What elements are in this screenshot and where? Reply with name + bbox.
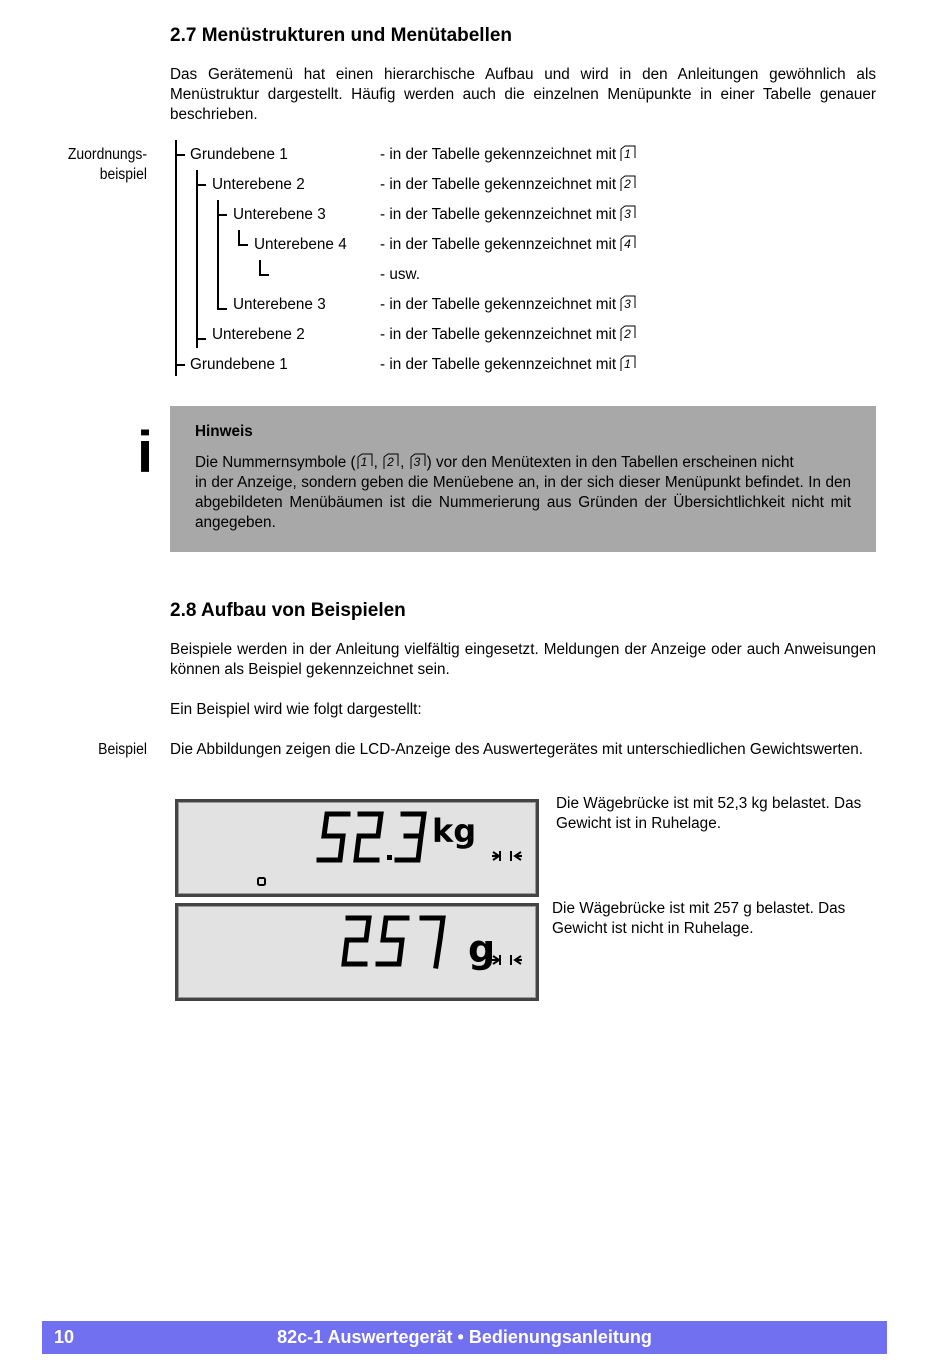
level-symbol-number: 3: [624, 297, 631, 311]
tree-desc: - in der Tabelle gekennzeichnet mit: [380, 326, 617, 343]
level-symbol-number: 1: [624, 147, 631, 161]
info-icon: i: [137, 420, 154, 485]
tree-branch: [217, 214, 227, 216]
tree-branch: [175, 364, 185, 366]
section-paragraph: Ein Beispiel wird wie folgt dargestellt:: [170, 701, 422, 718]
note-title: Hinweis: [195, 423, 253, 440]
tree-desc: - in der Tabelle gekennzeichnet mit: [380, 206, 617, 223]
lcd-digit: [378, 918, 407, 964]
level-symbol-number: 3: [624, 207, 631, 221]
tree-branch: [196, 184, 206, 186]
tree-label: Grundebene 1: [190, 146, 288, 163]
level-symbol-number: 1: [624, 357, 631, 371]
tree-desc: - in der Tabelle gekennzeichnet mit: [380, 176, 617, 193]
note-separator: ,: [373, 454, 378, 471]
zero-center-icon: [492, 851, 522, 861]
margin-label-beispiel: Beispiel: [98, 741, 147, 758]
level-symbol-number: 2: [387, 455, 394, 469]
level-symbol-number: 4: [624, 237, 631, 251]
tree-desc-row: [380, 200, 637, 230]
tree-branch: [238, 244, 248, 246]
level-symbol-icon: [619, 325, 637, 342]
lcd-segments-2: [178, 906, 536, 998]
lcd-digit: [397, 814, 424, 860]
tree-label: Grundebene 1: [190, 356, 288, 373]
tree-label: Unterebene 2: [212, 326, 305, 343]
tree-desc-row: [380, 350, 637, 380]
tree-line-level2: [196, 170, 198, 348]
lcd-unit: kg: [432, 812, 477, 850]
lcd-decimal-point: [387, 855, 392, 860]
level-symbol-number: 2: [624, 327, 631, 341]
page-number: 10: [54, 1327, 75, 1347]
lcd-display-2: [175, 903, 539, 1001]
display-caption-2: Die Wägebrücke ist mit 257 g belastet. Das Gewicht ist nicht in Ruhelage.: [552, 900, 846, 937]
note-separator: ,: [400, 454, 405, 471]
margin-label-zuordnung: [44, 145, 148, 185]
tree-label: Unterebene 3: [233, 206, 326, 223]
tree-desc: - in der Tabelle gekennzeichnet mit: [380, 236, 617, 253]
level-symbol-icon: [409, 453, 427, 470]
level-symbol-icon: [619, 145, 637, 162]
footer-bar: [42, 1321, 887, 1354]
tree-desc-row: [380, 290, 637, 320]
margin-label-line-2: beispiel: [99, 166, 147, 183]
tree-branch: [259, 274, 269, 276]
note-text-part: Die Nummernsymbole (: [195, 454, 356, 471]
level-symbol-icon: [619, 295, 637, 312]
level-symbol-number: 1: [360, 455, 368, 469]
tree-desc: - in der Tabelle gekennzeichnet mit: [380, 356, 617, 373]
note-box: [170, 406, 876, 552]
tree-desc-row: [380, 230, 637, 260]
tree-branch: [217, 308, 227, 310]
lcd-digit: [344, 918, 369, 964]
tree-desc-row: [380, 320, 637, 350]
level-symbol-number: 3: [413, 455, 421, 469]
lcd-digit: [422, 918, 443, 966]
lcd-digit: [356, 814, 381, 860]
display-caption-1: Die Wägebrücke ist mit 52,3 kg belastet. Das Gewicht ist in Ruhelage.: [556, 795, 862, 832]
note-text-rest: in der Anzeige, sondern geben die Menüebene an, in der sich dieser Menüpunkt befindet. In den abgebildeten Menübäumen ist die Nummerierung aus Gründen der Übersichtlichkeit nicht mit angegeben.: [195, 474, 851, 531]
tree-desc-row: [380, 140, 637, 170]
lcd-segments-1: [178, 802, 536, 894]
tree-branch: [196, 338, 206, 340]
note-text-part: ) vor den Menütexten in den Tabellen erscheinen nicht: [426, 454, 794, 471]
lcd-indicator: [258, 878, 265, 885]
level-symbol-number: 2: [624, 177, 631, 191]
level-symbol-icon: [619, 235, 637, 252]
level-symbol-icon: [356, 453, 374, 470]
lcd-unit: g: [468, 927, 496, 971]
tree-label: Unterebene 4: [254, 236, 347, 253]
level-symbol-icon: [619, 355, 637, 372]
tree-label: Unterebene 2: [212, 176, 305, 193]
note-text: [195, 453, 851, 533]
tree-desc: - in der Tabelle gekennzeichnet mit: [380, 146, 617, 163]
level-symbol-icon: [619, 205, 637, 222]
level-symbol-icon: [619, 175, 637, 192]
section-heading-2-8: 2.8 Aufbau von Beispielen: [170, 600, 406, 621]
tree-line-level1: [175, 140, 177, 376]
lcd-display-1: [175, 799, 539, 897]
note-line-1: [195, 453, 851, 473]
section-paragraph: Beispiele werden in der Anleitung vielfältig eingesetzt. Meldungen der Anzeige oder auch Anweisungen können als Beispiel gekennzeichnet sein.: [170, 641, 876, 678]
zero-center-icon: [492, 955, 522, 965]
tree-desc: - usw.: [380, 266, 420, 283]
section-heading-2-7: 2.7 Menüstrukturen und Menütabellen: [170, 25, 513, 46]
level-symbol-icon: [382, 453, 400, 470]
tree-desc: - in der Tabelle gekennzeichnet mit: [380, 296, 617, 313]
lcd-digit: [319, 814, 348, 860]
tree-label: Unterebene 3: [233, 296, 326, 313]
tree-desc-row: [380, 260, 420, 290]
footer-title: 82c-1 Auswertegerät • Bedienungsanleitung: [277, 1327, 652, 1347]
section-intro: Das Gerätemenü hat einen hierarchische Aufbau und wird in den Anleitungen gewöhnlich als Menüstruktur dargestellt. Häufig werden auch die einzelnen Menüpunkte in einer Tabelle genauer beschrieben.: [170, 66, 876, 123]
margin-label-line-1: Zuordnungs-: [67, 146, 147, 163]
tree-desc-row: [380, 170, 637, 200]
tree-line-level3: [217, 200, 219, 310]
tree-branch: [175, 154, 185, 156]
section-paragraph: Die Abbildungen zeigen die LCD-Anzeige des Auswertegerätes mit unterschiedlichen Gewichtswerten.: [170, 741, 863, 758]
